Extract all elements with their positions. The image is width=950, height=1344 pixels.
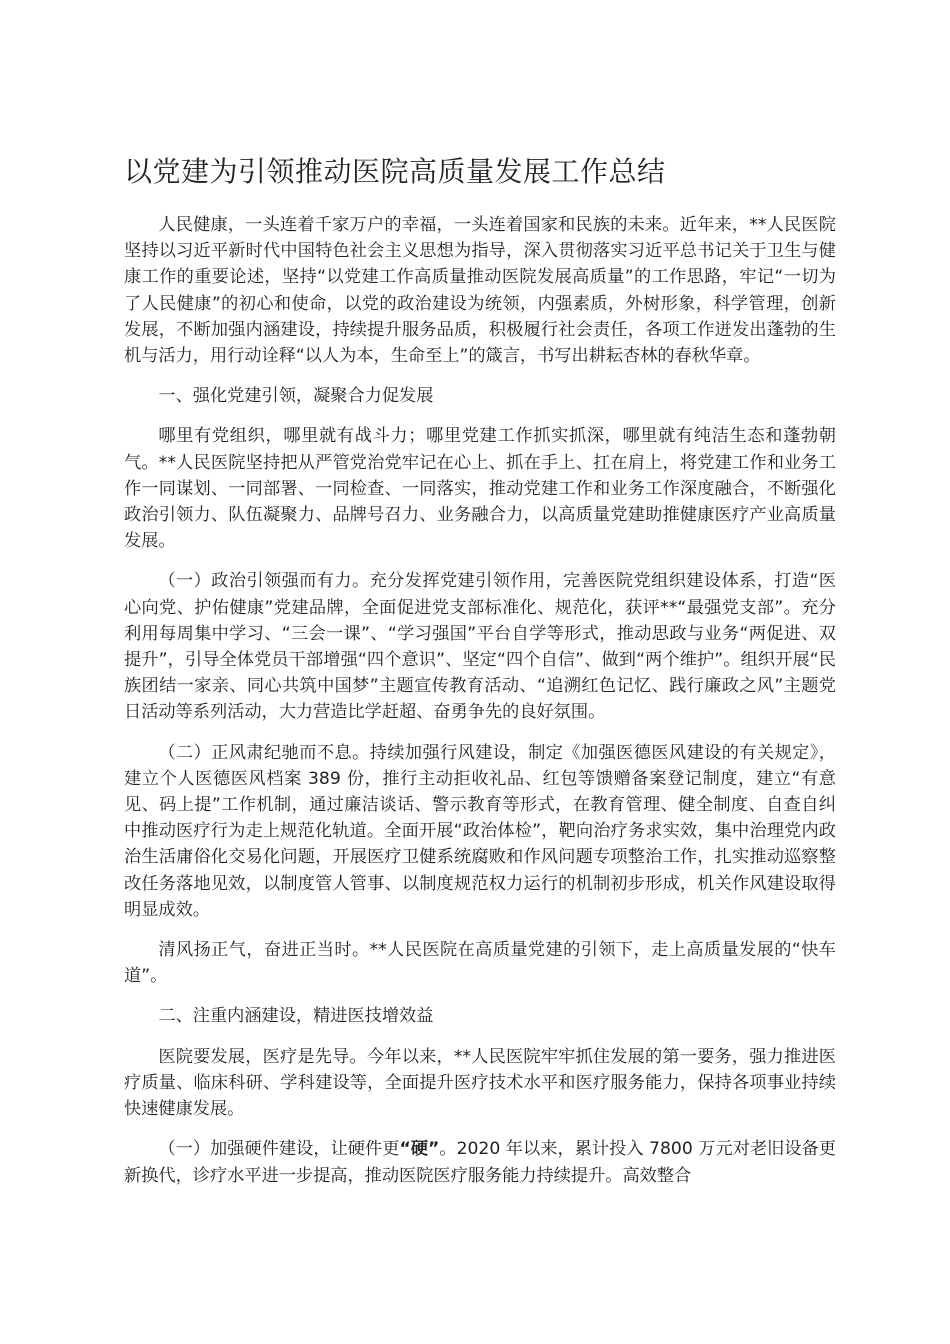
section-1-subsection-1: （一）政治引领强而有力。充分发挥党建引领作用，完善医院党组织建设体系，打造“医心向党、护佑健康”党建品牌，全面促进党支部标准化、规范化，获评**“最强党支部”。充分利用每周集中学习、“三会一课”、“学习强国”平台自学等形式，推动思政与业务“两促进、双提升”，引导全体党员干部增强“四个意识”、坚定“四个自信”、做到“两个维护”。组织开展“民族团结一家亲、同心共筑中国梦”主题宣传教育活动、“追溯红色记忆、践行廉政之风”主题党日活动等系列活动，大力营造比学赶超、奋勇争先的良好氛围。 (124, 571, 836, 723)
section-1-paragraph: 哪里有党组织，哪里就有战斗力；哪里党建工作抓实抓深，哪里就有纯洁生态和蓬勃朝气。**人民医院坚持把从严管党治党牢记在心上、抓在手上、扛在肩上，将党建工作和业务工作一同谋划、一同部署、一同检查、一同落实，推动党建工作和业务工作深度融合，不断强化政治引领力、队伍凝聚力、品牌号召力、业务融合力，以高质量党建助推健康医疗产业高质量发展。 (124, 426, 836, 552)
section-2-subsection-1-emphasis: “硬” (399, 1139, 440, 1160)
document-page (124, 150, 836, 1203)
section-2-subsection-1-rest: 。2020 年以来，累计投入 7800 万元对老旧设备更新换代，诊疗水平进一步提高，推动医院医疗服务能力持续提升。高效整合 (124, 1139, 836, 1186)
document-title: 以党建为引领推动医院高质量发展工作总结 (124, 155, 666, 188)
section-2-subsection-1 (124, 1136, 836, 1188)
section-1-closing: 清风扬正气，奋进正当时。**人民医院在高质量党建的引领下，走上高质量发展的“快车道”。 (124, 940, 836, 987)
section-2-heading: 二、注重内涵建设，精进医技增效益 (158, 1006, 434, 1027)
intro-paragraph: 人民健康，一头连着千家万户的幸福，一头连着国家和民族的未来。近年来，**人民医院坚持以习近平新时代中国特色社会主义思想为指导，深入贯彻落实习近平总书记关于卫生与健康工作的重要论述，坚持“以党建工作高质量推动医院发展高质量”的工作思路，牢记“一切为了人民健康”的初心和使命，以党的政治建设为统领，内强素质，外树形象，科学管理，创新发展，不断加强内涵建设，持续提升服务品质，积极履行社会责任，各项工作迸发出蓬勃的生机与活力，用行动诠释“以人为本，生命至上”的箴言，书写出耕耘杏林的春秋华章。 (124, 215, 836, 367)
section-1-subsection-2: （二）正风肃纪驰而不息。持续加强行风建设，制定《加强医德医风建设的有关规定》，建立个人医德医风档案 389 份，推行主动拒收礼品、红包等馈赠备案登记制度，建立“有意见、码上提”工作机制，通过廉洁谈话、警示教育等形式，在教育管理、健全制度、自查自纠中推动医疗行为走上规范化轨道。全面开展“政治体检”，靶向治疗务求实效，集中治理党内政治生活庸俗化交易化问题，开展医疗卫健系统腐败和作风问题专项整治工作，扎实推动巡察整改任务落地见效，以制度管人管事、以制度规范权力运行的机制初步形成，机关作风建设取得明显成效。 (124, 742, 836, 920)
section-2-paragraph: 医院要发展，医疗是先导。今年以来，**人民医院牢牢抓住发展的第一要务，强力推进医疗质量、临床科研、学科建设等，全面提升医疗技术水平和医疗服务能力，保持各项事业持续快速健康发展。 (124, 1046, 836, 1120)
section-2-subsection-1-lead: （一）加强硬件建设，让硬件更 (158, 1139, 400, 1160)
section-1-heading: 一、强化党建引领，凝聚合力促发展 (158, 386, 434, 407)
